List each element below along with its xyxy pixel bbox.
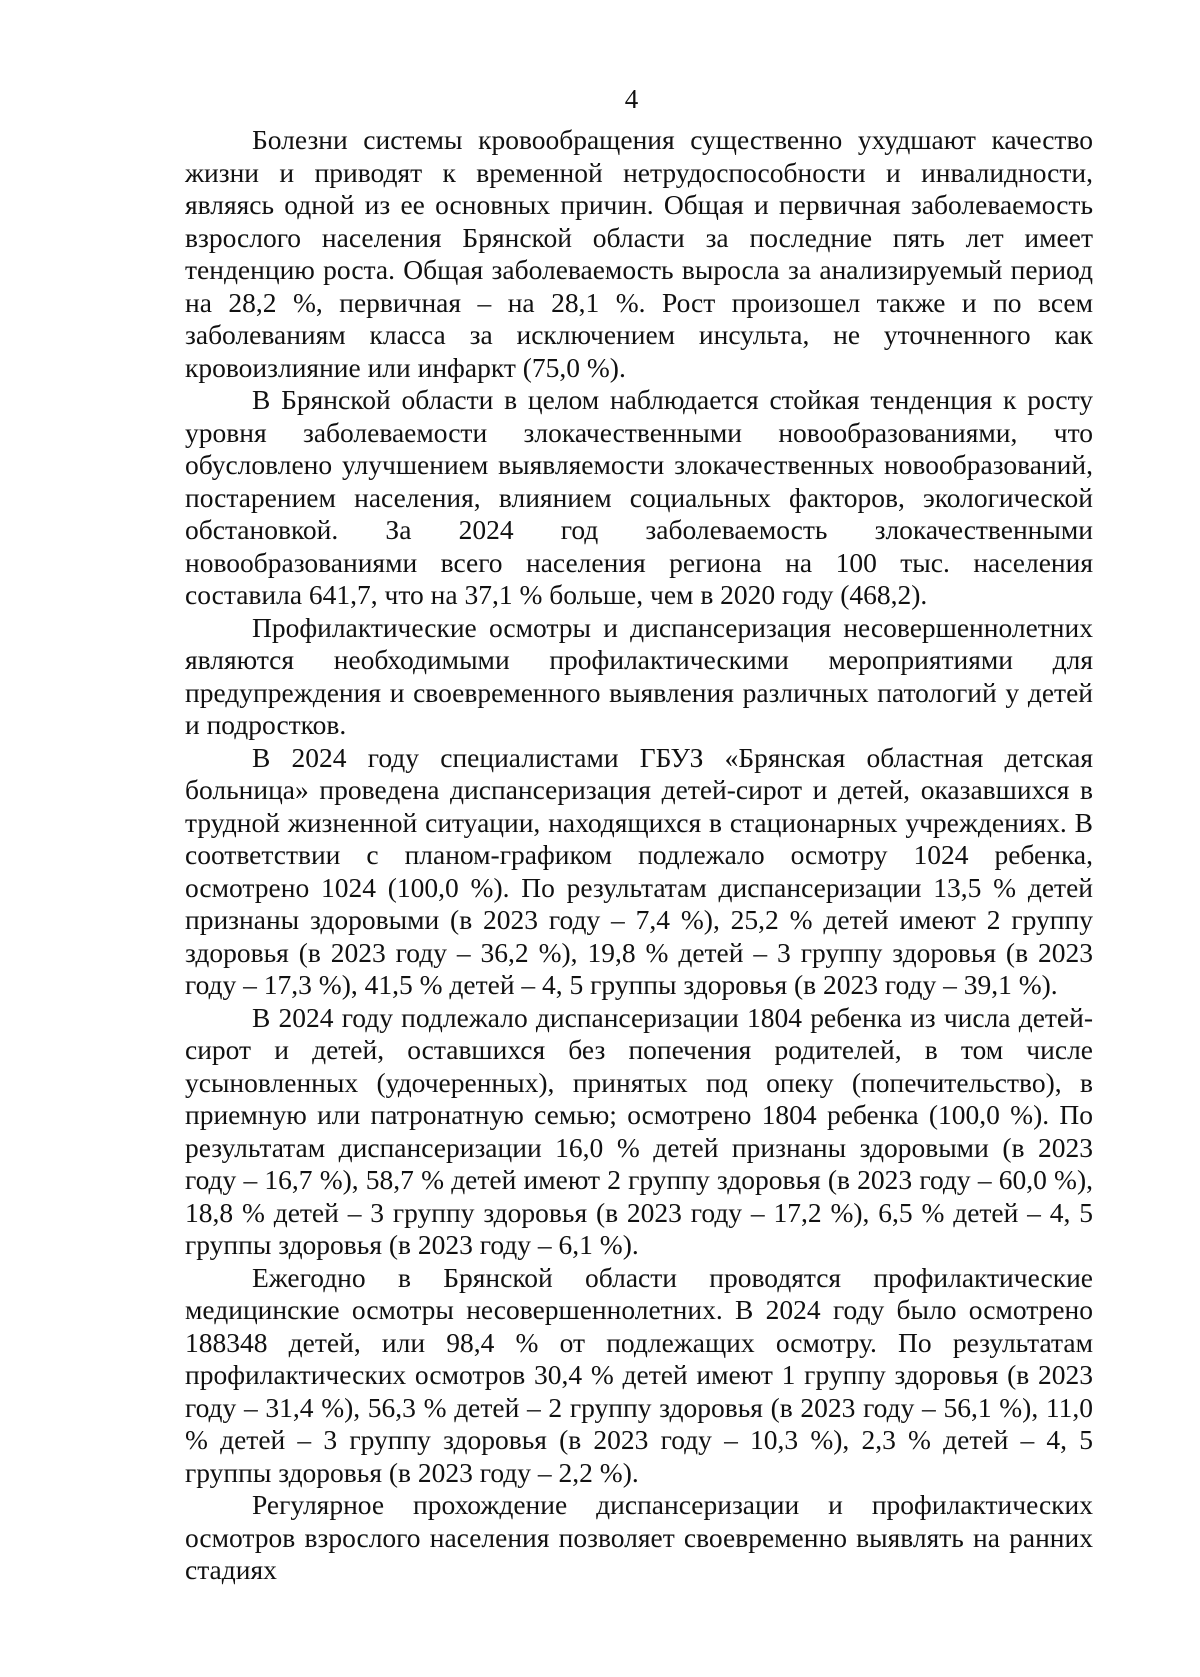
paragraph-orphans-families: В 2024 году подлежало диспансеризации 1804 ребенка из числа детей-сирот и детей, оставшихся без попечения родителей, в том числе усыновленных (удочеренных), принятых под опеку (попечительство), в приемную или патронатную семью; осмотрено 1804 ребенка (100,0 %). По результатам диспансеризации 16,0 % детей признаны здоровыми (в 2023 году – 16,7 %), 58,7 % детей имеют 2 группу здоровья (в 2023 году – 60,0 %), 18,8 % детей – 3 группу здоровья (в 2023 году – 17,2 %), 6,5 % детей – 4, 5 группы здоровья (в 2023 году – 6,1 %).: [185, 1001, 1093, 1260]
paragraph-minors-checkups: Профилактические осмотры и диспансеризация несовершеннолетних являются необходимыми профилактическими мероприятиями для предупреждения и своевременного выявления различных патологий у детей и подростков.: [185, 611, 1093, 740]
paragraph-orphans-institutions: В 2024 году специалистами ГБУЗ «Брянская областная детская больница» проведена диспансеризация детей-сирот и детей, оказавшихся в трудной жизненной ситуации, находящихся в стационарных учреждениях. В соответствии с планом-графиком подлежало осмотру 1024 ребенка, осмотрено 1024 (100,0 %). По результатам диспансеризации 13,5 % детей признаны здоровыми (в 2023 году – 7,4 %), 25,2 % детей имеют 2 группу здоровья (в 2023 году – 36,2 %), 19,8 % детей – 3 группу здоровья (в 2023 году – 17,3 %), 41,5 % детей – 4, 5 группы здоровья (в 2023 году – 39,1 %).: [185, 741, 1093, 1000]
body-text: [185, 124, 1093, 1587]
paragraph-annual-checkups: Ежегодно в Брянской области проводятся профилактические медицинские осмотры несовершеннолетних. В 2024 году было осмотрено 188348 детей, или 98,4 % от подлежащих осмотру. По результатам профилактических осмотров 30,4 % детей имеют 1 группу здоровья (в 2023 году – 31,4 %), 56,3 % детей – 2 группу здоровья (в 2023 году – 56,1 %), 11,0 % детей – 3 группу здоровья (в 2023 году – 10,3 %), 2,3 % детей – 4, 5 группы здоровья (в 2023 году – 2,2 %).: [185, 1261, 1093, 1488]
paragraph-cardiovascular: Болезни системы кровообращения существенно ухудшают качество жизни и приводят к временной нетрудоспособности и инвалидности, являясь одной из ее основных причин. Общая и первичная заболеваемость взрослого населения Брянской области за последние пять лет имеет тенденцию роста. Общая заболеваемость выросла за анализируемый период на 28,2 %, первичная – на 28,1 %. Рост произошел также и по всем заболеваниям класса за исключением инсульта, не уточненного как кровоизлияние или инфаркт (75,0 %).: [185, 124, 1093, 383]
paragraph-adult-screening: Регулярное прохождение диспансеризации и профилактических осмотров взрослого населения позволяет своевременно выявлять на ранних стадиях: [185, 1489, 1093, 1585]
page-number: 4: [624, 84, 639, 114]
paragraph-oncology: В Брянской области в целом наблюдается стойкая тенденция к росту уровня заболеваемости злокачественными новообразованиями, что обусловлено улучшением выявляемости злокачественных новообразований, постарением населения, влиянием социальных факторов, экологической обстановкой. За 2024 год заболеваемость злокачественными новообразованиями всего населения региона на 100 тыс. населения составила 641,7, что на 37,1 % больше, чем в 2020 году (468,2).: [185, 384, 1093, 610]
